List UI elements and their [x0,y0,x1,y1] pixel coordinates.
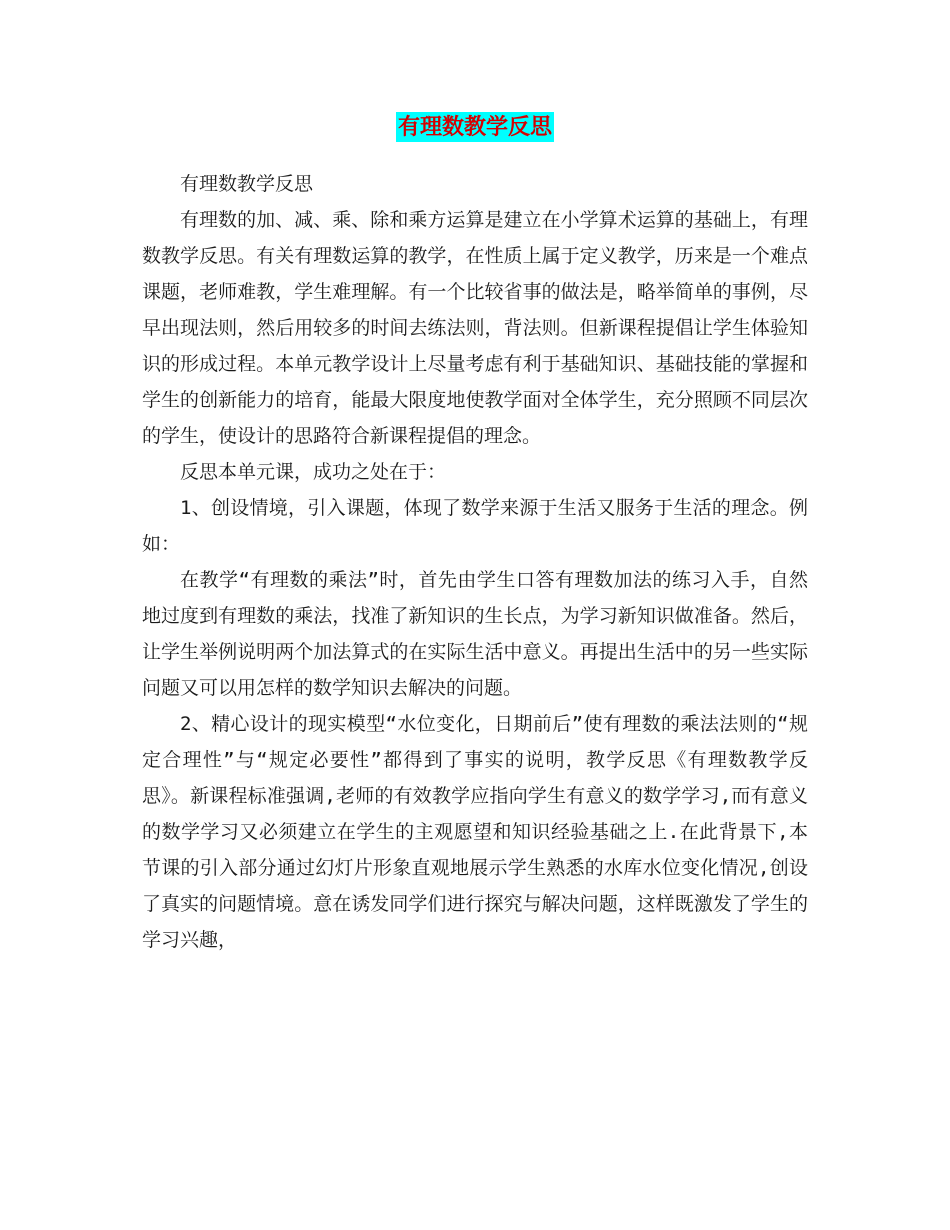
document-body [142,166,808,958]
paragraph-example: 在教学“有理数的乘法”时，首先由学生口答有理数加法的练习入手，自然地过度到有理数的乘法，找准了新知识的生长点，为学习新知识做准备。然后，让学生举例说明两个加法算式的在实际生活中意义。再提出生活中的另一些实际问题又可以用怎样的数学知识去解决的问题。 [142,569,808,699]
paragraph-reflection-lead: 反思本单元课，成功之处在于： [180,461,447,483]
paragraph-point-2: 2、精心设计的现实模型“水位变化，日期前后”使有理数的乘法法则的“规定合理性”与“规定必要性”都得到了事实的说明，教学反思《有理数教学反思》。新课程标准强调,老师的有效教学应指向学生有意义的数学学习,而有意义的数学学习又必须建立在学生的主观愿望和知识经验基础之上.在此背景下,本节课的引入部分通过幻灯片形象直观地展示学生熟悉的水库水位变化情况,创设了真实的问题情境。意在诱发同学们进行探究与解决问题，这样既激发了学生的学习兴趣， [142,713,808,951]
paragraph-point-1: 1、创设情境，引入课题，体现了数学来源于生活又服务于生活的理念。例如： [142,497,808,555]
paragraph-intro: 有理数的加、减、乘、除和乘方运算是建立在小学算术运算的基础上，有理数教学反思。有关有理数运算的教学，在性质上属于定义教学，历来是一个难点课题，老师难教，学生难理解。有一个比较省事的做法是，略举简单的事例，尽早出现法则，然后用较多的时间去练法则，背法则。但新课程提倡让学生体验知识的形成过程。本单元教学设计上尽量考虑有利于基础知识、基础技能的掌握和学生的创新能力的培育，能最大限度地使教学面对全体学生，充分照顾不同层次的学生，使设计的思路符合新课程提倡的理念。 [142,209,808,447]
paragraph-subtitle: 有理数教学反思 [180,173,314,195]
title-container [0,112,950,142]
document-title: 有理数教学反思 [397,114,552,140]
